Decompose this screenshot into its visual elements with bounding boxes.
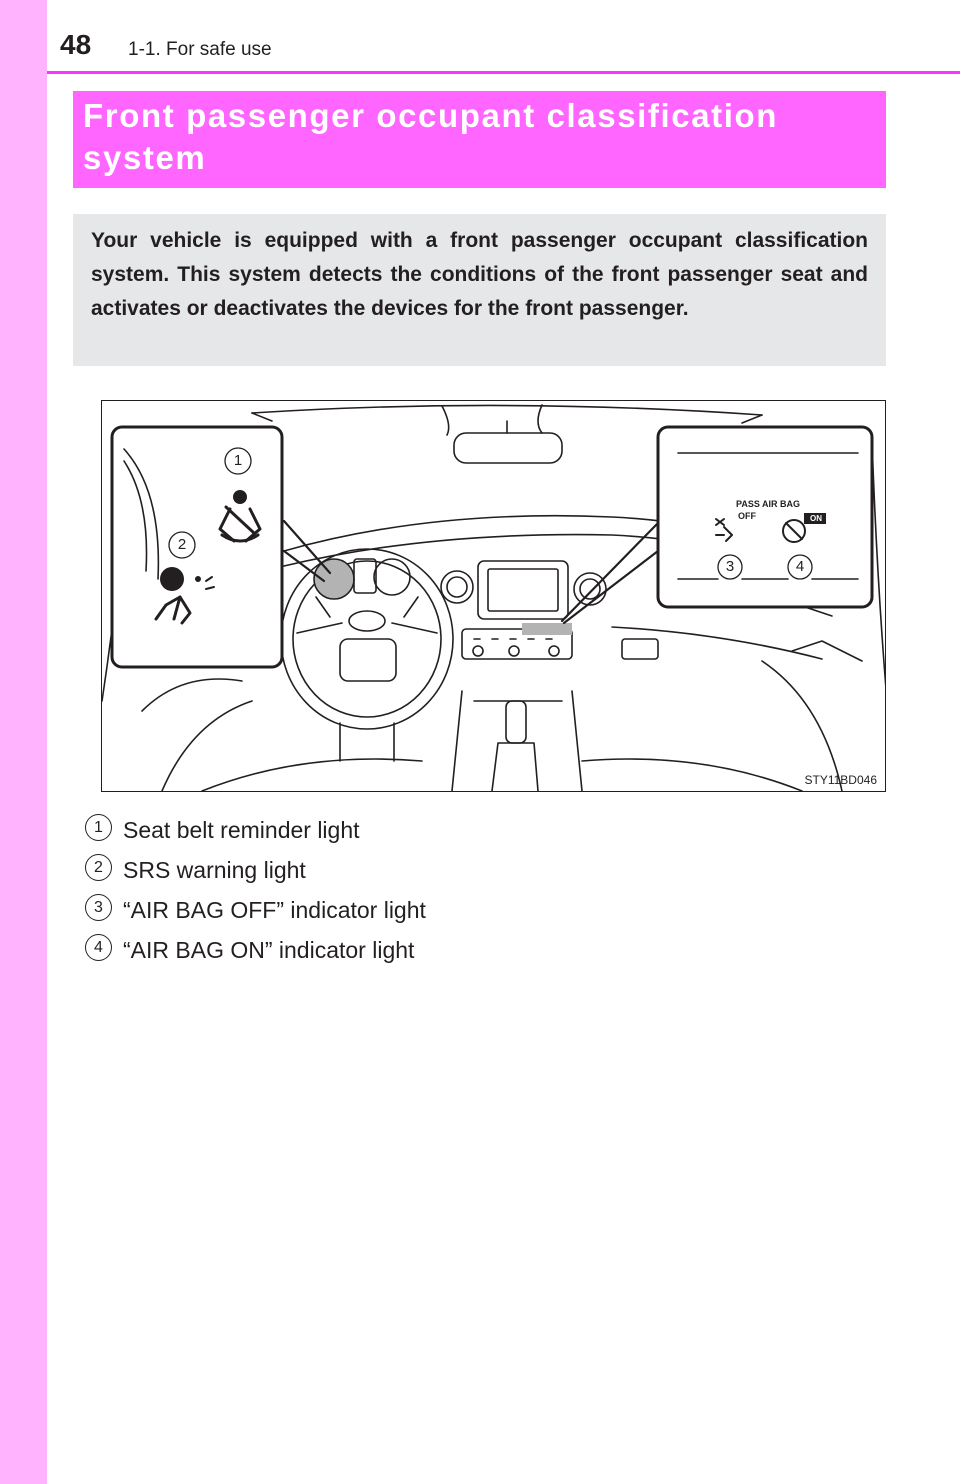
list-item [85, 892, 845, 932]
callout-4: 4 [795, 558, 805, 575]
legend-number: 2 [85, 854, 112, 881]
dashboard-illustration [101, 400, 886, 792]
side-tab-bar [0, 0, 47, 1484]
title-banner [73, 91, 886, 188]
legend-text: “AIR BAG ON” indicator light [123, 937, 415, 963]
callout-2: 2 [177, 536, 187, 553]
legend-number: 3 [85, 894, 112, 921]
page-title: Front passenger occupant classification system [83, 97, 779, 176]
callout-3: 3 [725, 558, 735, 575]
legend-number: 4 [85, 934, 112, 961]
legend-text: “AIR BAG OFF” indicator light [123, 897, 426, 923]
dashboard-drawing [102, 401, 886, 792]
airbag-on-label: ON [810, 514, 822, 523]
legend-text: SRS warning light [123, 857, 306, 883]
list-item [85, 932, 845, 972]
header-rule [47, 71, 960, 74]
intro-box [73, 214, 886, 366]
legend-list [85, 812, 845, 972]
pass-airbag-label: PASS AIR BAG [736, 499, 801, 509]
intro-text: Your vehicle is equipped with a front passenger occupant classification system. This system detects the conditions of the front passenger seat and activates or deactivates the devices for the front passenger. [91, 229, 868, 320]
list-item [85, 852, 845, 892]
list-item [85, 812, 845, 852]
section-heading: 1-1. For safe use [128, 39, 272, 60]
pass-airbag-off-label: OFF [738, 511, 756, 521]
callout-1: 1 [233, 452, 243, 469]
legend-text: Seat belt reminder light [123, 817, 360, 843]
page-number: 48 [60, 29, 92, 60]
legend-number: 1 [85, 814, 112, 841]
figure-code: STY11BD046 [804, 773, 877, 787]
